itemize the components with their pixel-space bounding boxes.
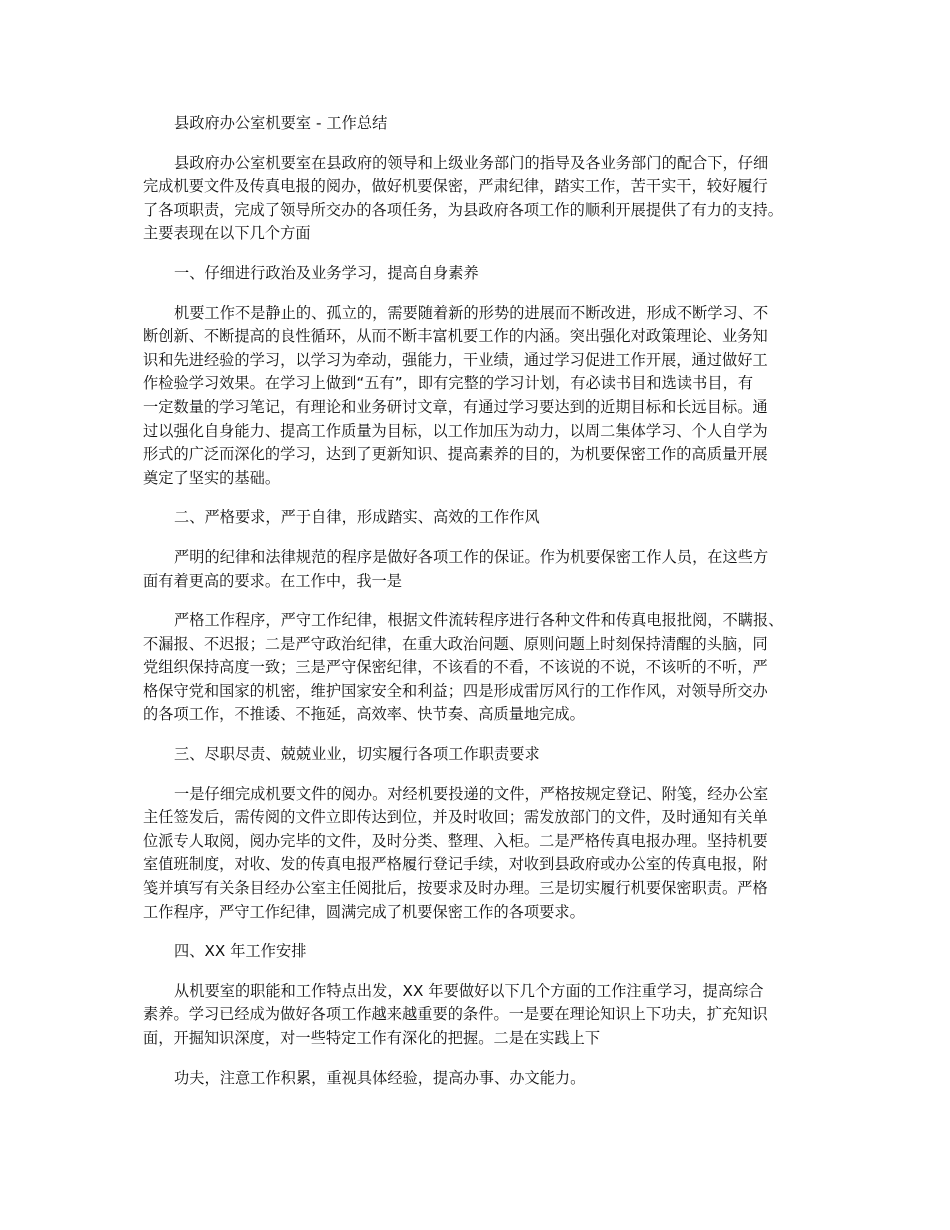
spacer	[143, 1051, 815, 1067]
paragraph-line: 面，开掘知识深度，对一些特定工作有深化的把握。二是在实践上下	[143, 1029, 601, 1047]
paragraph-line: 严明的纪律和法律规范的程序是做好各项工作的保证。作为机要保密工作人员，在这些方	[174, 547, 769, 566]
document-page	[143, 112, 815, 1090]
paragraph-line: 功夫，注意工作积累，重视具体经验，提高办事、办文能力。	[174, 1068, 586, 1087]
paragraph-line: 笺并填写有关条目经办公室主任阅批后，按要求及时办理。三是切实履行机要保密职责。严格	[143, 879, 768, 898]
paragraph-line: 党组织保持高度一致；三是严守保密纪律，不该看的不看，不该说的不说，不该听的不听，严	[143, 658, 768, 677]
document-title: 县政府办公室机要室 - 工作总结	[174, 114, 388, 132]
spacer	[143, 924, 815, 940]
paragraph-line: 形式的广泛而深化的学习，达到了更新知识、提高素养的目的，为机要保密工作的高质量开展	[143, 445, 768, 464]
paragraph	[143, 546, 815, 593]
paragraph-line: 奠定了坚实的基础。	[143, 468, 281, 487]
paragraph-line: 主要表现在以下几个方面	[143, 224, 311, 243]
paragraph-line: 四、XX 年工作安排	[174, 942, 307, 961]
paragraph-line: 了各项职责，完成了领导所交办的各项任务，为县政府各项工作的顺利开展提供了有力的支持。	[143, 200, 783, 219]
paragraph-line: 二、严格要求，严于自律，形成踏实、高效的工作作风	[174, 508, 540, 527]
paragraph	[143, 262, 815, 286]
paragraph-line: 完成机要文件及传真电报的阅办，做好机要保密，严肃纪律，踏实工作，苦干实干，较好履行	[143, 177, 768, 196]
paragraph-line: 一、仔细进行政治及业务学习，提高自身素养	[174, 263, 479, 282]
paragraph-line: 的各项工作，不推诿、不拖延，高效率、快节奏、高质量地完成。	[143, 705, 585, 724]
spacer	[143, 593, 815, 609]
spacer	[143, 490, 815, 506]
paragraph	[143, 1067, 815, 1091]
paragraph-line: 主任签发后，需传阅的文件立即传达到位，并及时收回；需发放部门的文件，及时通知有关单	[143, 808, 768, 827]
paragraph	[143, 980, 815, 1051]
paragraph-line: 断创新、不断提高的良性循环，从而不断丰富机要工作的内涵。突出强化对政策理论、业务知	[143, 327, 768, 346]
paragraph-line: 格保守党和国家的机密，维护国家安全和利益；四是形成雷厉风行的工作作风，对领导所交办	[143, 681, 768, 700]
spacer	[143, 136, 815, 152]
paragraph-line: 面有着更高的要求。在工作中，我一是	[143, 571, 403, 590]
paragraph-line: 素养。学习已经成为做好各项工作越来越重要的条件。一是要在理论知识上下功夫，扩充知识	[143, 1005, 768, 1024]
paragraph-line: 识和先进经验的学习，以学习为牵动，强能力，干业绩，通过学习促进工作开展，通过做好工	[143, 350, 768, 369]
paragraph-line: 室值班制度，对收、发的传真电报严格履行登记手续，对收到县政府或办公室的传真电报，附	[143, 855, 768, 874]
paragraph	[143, 743, 815, 767]
paragraph-line: 不漏报、不迟报；二是严守政治纪律，在重大政治问题、原则问题上时刻保持清醒的头脑，同	[143, 634, 768, 653]
paragraph-line: 严格工作程序，严守工作纪律，根据文件流转程序进行各种文件和传真电报批阅，不瞒报、	[174, 611, 784, 630]
paragraph-line: 一定数量的学习笔记，有理论和业务研讨文章，有通过学习要达到的近期目标和长远目标。通	[143, 397, 768, 416]
spacer	[143, 964, 815, 980]
spacer	[143, 767, 815, 783]
paragraph	[143, 506, 815, 530]
paragraph-line: 工作程序，严守工作纪律，圆满完成了机要保密工作的各项要求。	[143, 902, 585, 921]
paragraph-line: 位派专人取阅，阅办完毕的文件，及时分类、整理、入柜。二是严格传真电报办理。坚持机要	[143, 831, 768, 850]
paragraph-line: 过以强化自身能力、提高工作质量为目标，以工作加压为动力，以周二集体学习、个人自学为	[143, 421, 768, 440]
paragraph-line: 县政府办公室机要室在县政府的领导和上级业务部门的指导及各业务部门的配合下，仔细	[174, 153, 769, 172]
spacer	[143, 246, 815, 262]
spacer	[143, 286, 815, 302]
paragraph	[143, 609, 815, 727]
spacer	[143, 530, 815, 546]
paragraph	[143, 783, 815, 925]
paragraph-line: 机要工作不是静止的、孤立的，需要随着新的形势的进展而不断改进，形成不断学习、不	[174, 303, 769, 322]
spacer	[143, 727, 815, 743]
paragraph-line: 三、尽职尽责、兢兢业业，切实履行各项工作职责要求	[174, 745, 540, 764]
paragraph-line: 从机要室的职能和工作特点出发，XX 年要做好以下几个方面的工作注重学习，提高综合	[174, 981, 764, 1000]
paragraph-line: 作检验学习效果。在学习上做到“五有”，即有完整的学习计划，有必读书目和选读书目，有	[143, 374, 754, 393]
paragraph	[143, 152, 815, 246]
paragraph	[143, 940, 815, 964]
document-body	[143, 152, 815, 1091]
paragraph-line: 一是仔细完成机要文件的阅办。对经机要投递的文件，严格按规定登记、附笺，经办公室	[174, 784, 769, 803]
paragraph	[143, 302, 815, 491]
